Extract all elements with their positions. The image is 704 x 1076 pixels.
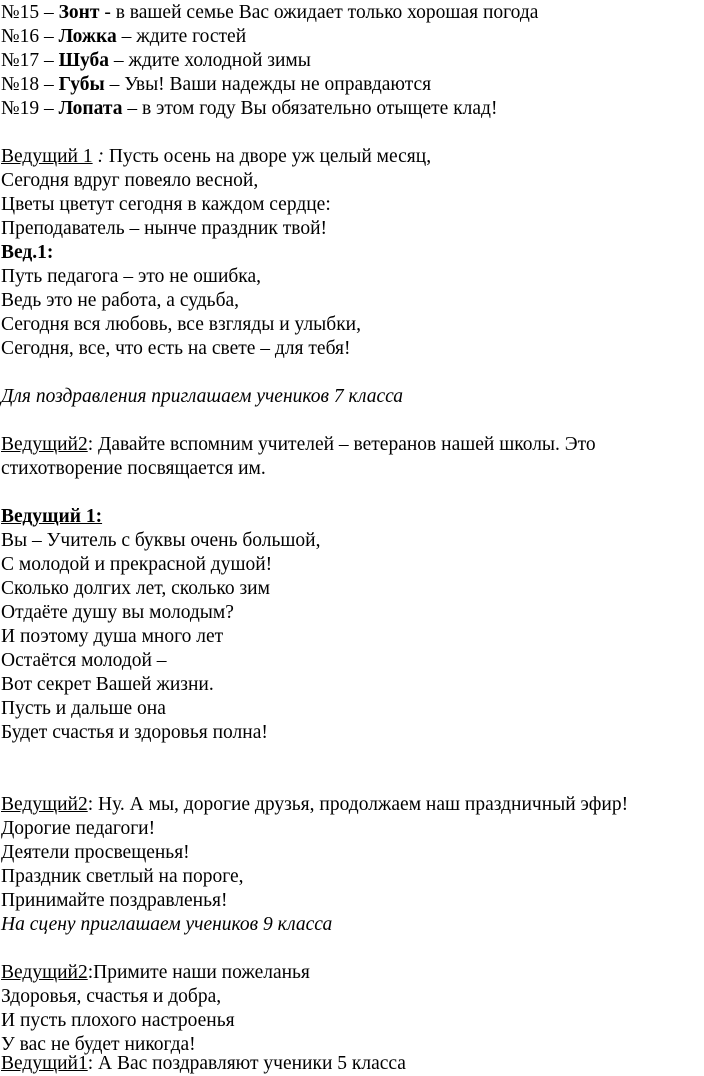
verse-line [1,145,431,169]
verse-line [1,1052,406,1076]
verse-line: Сегодня вся любовь, все взгляды и улыбки, [1,314,361,335]
omen-number: №18 – [1,74,59,95]
verse-line: Сегодня, все, что есть на свете – для тебя! [1,338,351,359]
invitation-text: Для поздравления приглашаем учеников 7 класса [1,386,404,407]
omen-word: Ложка [58,26,117,47]
speaker-heading: Ведущий 1: [1,506,103,527]
verse-line: Ведь это не работа, а судьба, [1,290,240,311]
speaker-label: Ведущий2 [1,794,88,815]
omen-number: №15 – [1,2,59,23]
invitation-text: На сцену приглашаем учеников 9 класса [1,914,333,935]
verse-text: Пусть осень на дворе уж целый месяц, [103,146,432,167]
verse-line: Пусть и дальше она [1,698,166,719]
verse-line: У вас не будет никогда! [1,1034,196,1055]
verse-line: Остаётся молодой – [1,650,167,671]
verse-line: Вот секрет Вашей жизни. [1,674,214,695]
verse-line: И пусть плохого настроенья [1,1010,235,1031]
verse-line: Сегодня вдруг повеяло весной, [1,170,259,191]
verse-line: Деятели просвещенья! [1,842,190,863]
verse-line: С молодой и прекрасной душой! [1,554,273,575]
verse-line: стихотворение посвящается им. [1,458,266,479]
verse-line: Отдаёте душу вы молодым? [1,602,234,623]
verse-line [1,433,596,457]
omen-word: Губы [58,74,105,95]
verse-line [1,793,628,817]
speaker-label: Ведущий1 [1,1053,88,1074]
omen-word: Лопата [58,98,123,119]
omen-number: №17 – [1,50,59,71]
omen-word: Шуба [58,50,110,71]
verse-text: : Ну. А мы, дорогие друзья, продолжаем наш праздничный эфир! [87,794,629,815]
omen-line [1,1,538,25]
verse-line: Сколько долгих лет, сколько зим [1,578,270,599]
omen-line [1,49,311,73]
omen-text: – в этом году Вы обязательно отыщете клад! [122,98,498,119]
verse-line: Праздник светлый на пороге, [1,866,244,887]
omen-text: - в вашей семье Вас ожидает только хорошая погода [99,2,539,23]
omen-text: – ждите холодной зимы [109,50,311,71]
speaker-label: Ведущий2 [1,962,88,983]
omen-text: – ждите гостей [116,26,247,47]
speaker-label: Ведущий2 [1,434,88,455]
verse-line: Цветы цветут сегодня в каждом сердце: [1,194,331,215]
verse-line: Преподаватель – нынче праздник твой! [1,218,328,239]
verse-text: : А Вас поздравляют ученики 5 класса [87,1053,406,1074]
speaker-heading: Вед.1: [1,242,54,263]
omen-line [1,25,246,49]
verse-text: : Давайте вспомним учителей – ветеранов нашей школы. Это [87,434,596,455]
speaker-colon: : [92,146,104,167]
speaker-label: Ведущий 1 [1,146,93,167]
omen-line [1,73,431,97]
omen-number: №19 – [1,98,59,119]
omen-number: №16 – [1,26,59,47]
verse-line: Вы – Учитель с буквы очень большой, [1,530,321,551]
verse-line: Путь педагога – это не ошибка, [1,266,262,287]
verse-line: И поэтому душа много лет [1,626,224,647]
verse-line: Принимайте поздравленья! [1,890,228,911]
verse-line [1,961,310,985]
omen-line [1,97,497,121]
omen-text: – Увы! Ваши надежды не оправдаются [104,74,432,95]
verse-line: Здоровья, счастья и добра, [1,986,222,1007]
verse-text: :Примите наши пожеланья [87,962,310,983]
verse-line: Дорогие педагоги! [1,818,156,839]
verse-line: Будет счастья и здоровья полна! [1,722,268,743]
omen-word: Зонт [58,2,100,23]
